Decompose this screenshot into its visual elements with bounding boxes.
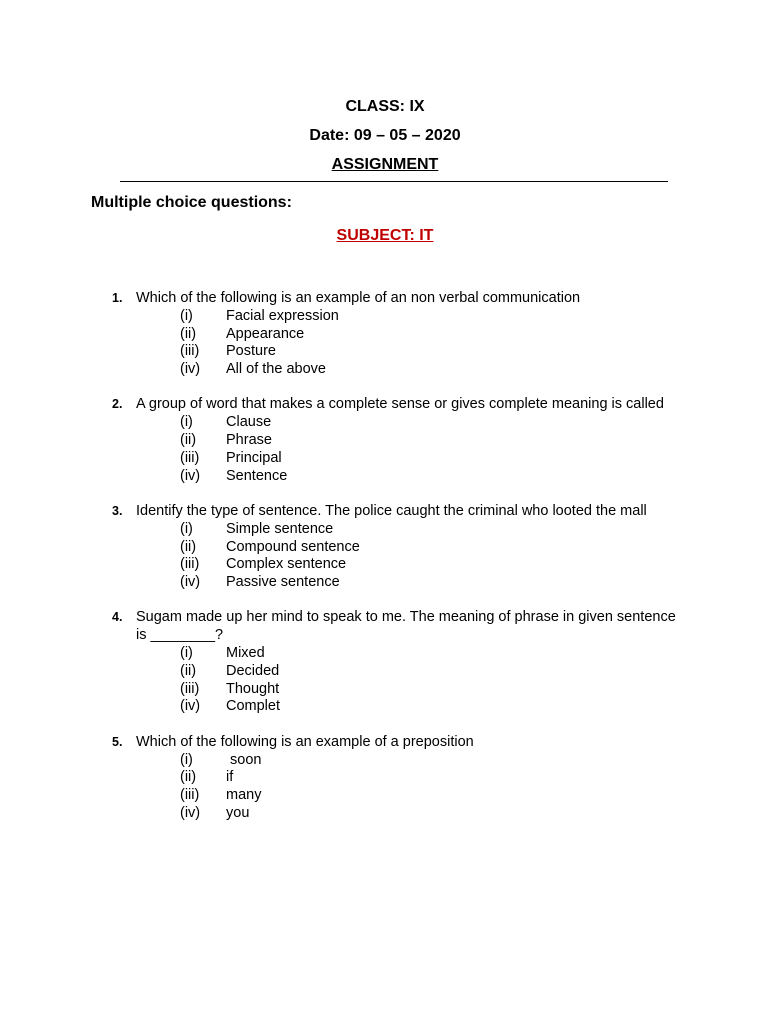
option-marker: (iii) <box>180 449 200 466</box>
option-item <box>136 752 690 770</box>
option-marker: (iii) <box>180 787 200 804</box>
option-text: Mixed <box>226 645 265 662</box>
option-list <box>136 752 690 823</box>
question-number: 5. <box>112 734 123 749</box>
option-text: Complex sentence <box>226 556 347 573</box>
option-text: Posture <box>226 343 276 360</box>
question-1 <box>110 290 690 379</box>
option-text: Phrase <box>226 432 272 449</box>
option-list <box>136 308 690 379</box>
option-item <box>136 361 690 379</box>
option-text: Thought <box>226 680 280 697</box>
option-marker: (i) <box>180 751 193 768</box>
option-item <box>136 645 690 663</box>
option-marker: (iv) <box>180 698 201 715</box>
option-item <box>136 663 690 681</box>
option-text: Appearance <box>226 325 305 342</box>
question-text: Sugam made up her mind to speak to me. The meaning of phrase in given sentence is ________? <box>136 609 676 644</box>
option-item <box>136 308 690 326</box>
option-list <box>136 414 690 485</box>
question-5 <box>110 734 690 823</box>
question-text: Which of the following is an example of an non verbal communication <box>136 290 581 306</box>
question-text: Identify the type of sentence. The police caught the criminal who looted the mall <box>136 502 647 519</box>
option-item <box>136 468 690 486</box>
question-text: Which of the following is an example of a preposition <box>136 733 474 750</box>
option-item <box>136 574 690 592</box>
option-item <box>136 787 690 805</box>
question-text: A group of word that makes a complete sense or gives complete meaning is called <box>136 396 664 413</box>
option-item <box>136 805 690 823</box>
question-4 <box>110 609 690 716</box>
option-text: many <box>226 787 262 804</box>
option-text: if <box>226 769 234 786</box>
option-marker: (i) <box>180 520 193 537</box>
option-marker: (ii) <box>180 538 197 555</box>
question-number: 1. <box>112 291 123 305</box>
option-text: you <box>226 804 250 821</box>
option-text: Clause <box>226 414 272 431</box>
option-marker: (i) <box>180 645 193 662</box>
option-marker: (iii) <box>180 556 200 573</box>
option-item <box>136 681 690 699</box>
option-marker: (iv) <box>180 467 201 484</box>
assignment-heading: ASSIGNMENT <box>331 156 439 173</box>
option-list <box>136 645 690 716</box>
option-list <box>136 521 690 592</box>
option-item <box>136 556 690 574</box>
option-item <box>136 343 690 361</box>
question-list <box>110 290 690 840</box>
option-marker: (ii) <box>180 432 197 449</box>
document-header <box>0 92 770 179</box>
option-text: Decided <box>226 662 280 679</box>
option-marker: (iii) <box>180 680 200 697</box>
class-heading: CLASS: IX <box>345 98 425 115</box>
question-number: 2. <box>112 397 123 412</box>
option-item <box>136 414 690 432</box>
option-text: Facial expression <box>226 307 339 324</box>
date-heading: Date: 09 – 05 – 2020 <box>309 127 461 144</box>
question-number: 4. <box>112 610 123 625</box>
option-marker: (iv) <box>180 361 201 378</box>
option-item <box>136 450 690 468</box>
option-text: Passive sentence <box>226 574 340 591</box>
subject-heading: SUBJECT: IT <box>336 227 434 244</box>
option-item <box>136 769 690 787</box>
option-text: Sentence <box>226 467 288 484</box>
option-item <box>136 521 690 539</box>
option-text: All of the above <box>226 361 326 378</box>
option-item <box>136 326 690 344</box>
option-text: Compound sentence <box>226 538 360 555</box>
option-marker: (iv) <box>180 574 201 591</box>
option-item <box>136 539 690 557</box>
option-marker: (iv) <box>180 804 201 821</box>
option-marker: (ii) <box>180 325 197 342</box>
header-divider <box>120 181 668 182</box>
question-3 <box>110 503 690 592</box>
option-text: Complet <box>226 698 280 715</box>
option-marker: (iii) <box>180 343 200 360</box>
option-item <box>136 698 690 716</box>
option-marker: (ii) <box>180 662 197 679</box>
option-marker: (ii) <box>180 769 197 786</box>
question-number: 3. <box>112 503 123 518</box>
option-marker: (i) <box>180 307 193 324</box>
option-marker: (i) <box>180 414 193 431</box>
option-item <box>136 432 690 450</box>
option-text: Simple sentence <box>226 520 334 537</box>
question-2 <box>110 396 690 485</box>
option-text: soon <box>226 751 262 768</box>
section-title: Multiple choice questions: <box>91 194 292 211</box>
option-text: Principal <box>226 449 282 466</box>
